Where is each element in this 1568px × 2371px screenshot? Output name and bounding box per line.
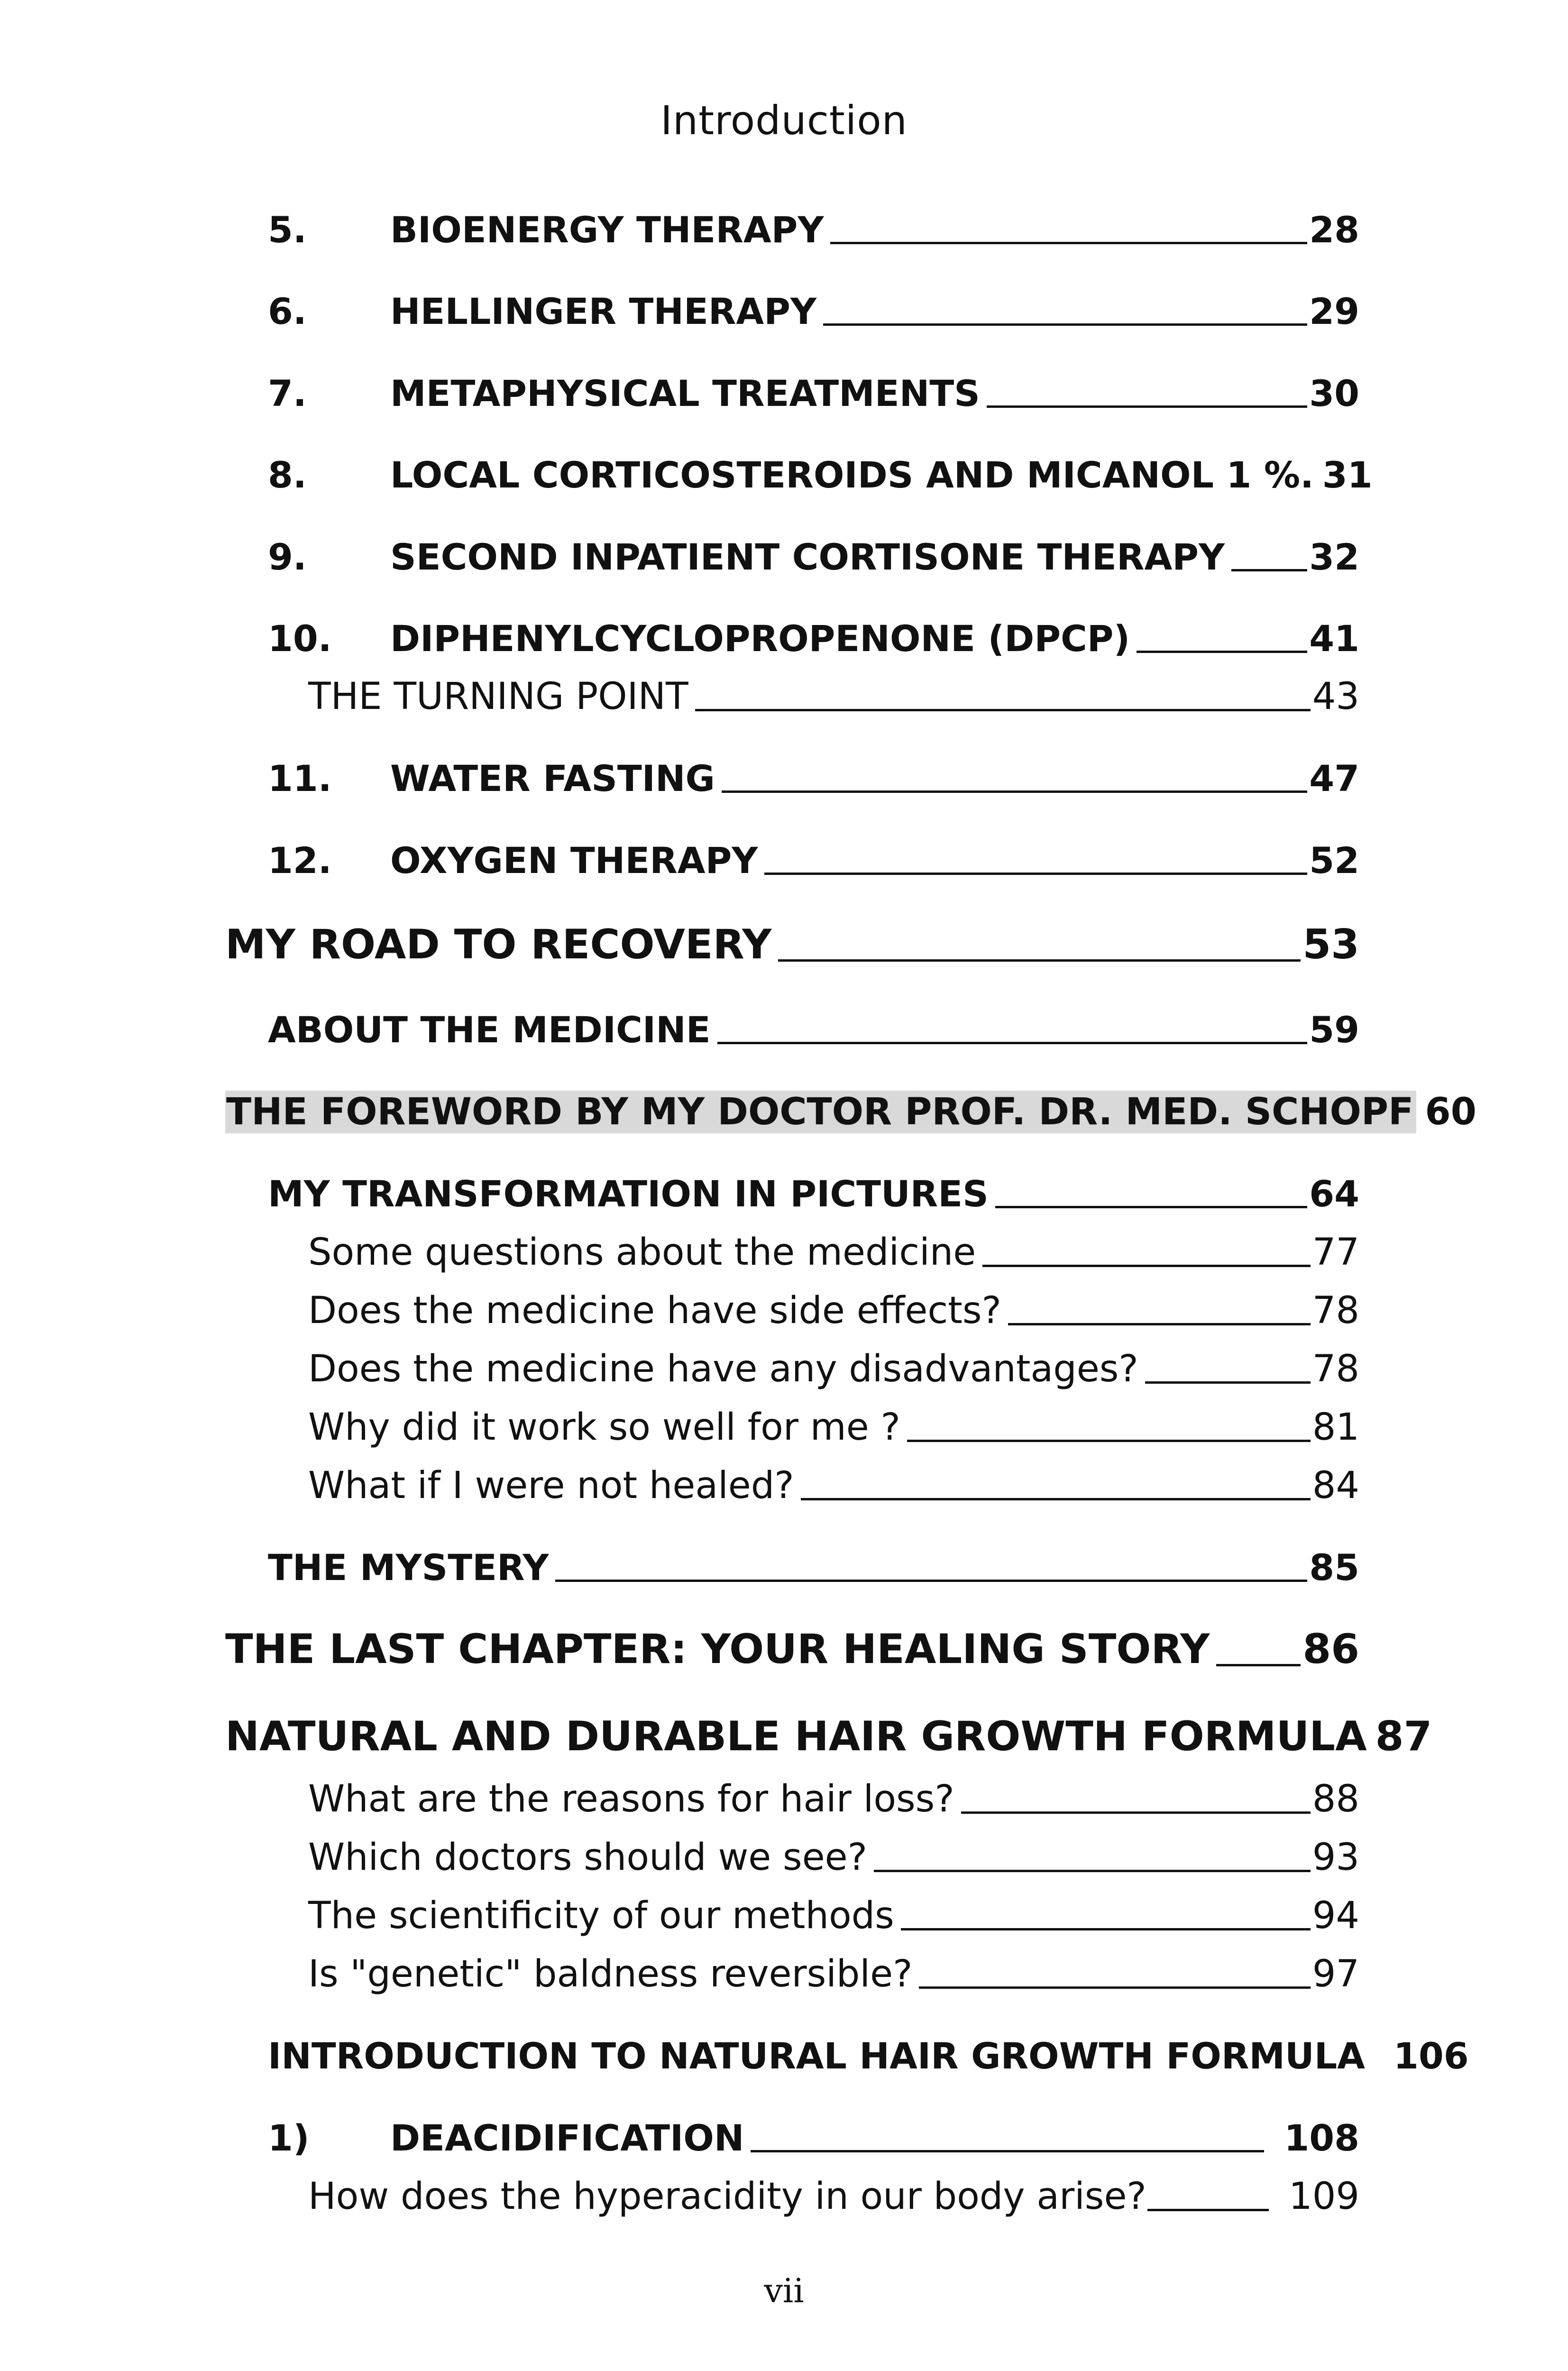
toc-entry-second-inpatient-cortisone[interactable]: [268, 536, 1359, 578]
entry-title: Which doctors should we see?: [308, 1836, 868, 1879]
toc-entry-some-questions[interactable]: [308, 1231, 1359, 1274]
running-head: Introduction: [660, 97, 908, 144]
entry-title: MY ROAD TO RECOVERY: [225, 921, 772, 968]
entry-title: THE TURNING POINT: [308, 675, 688, 718]
page-number: 29: [1309, 290, 1359, 332]
toc-entry-disadvantages[interactable]: [308, 1348, 1359, 1390]
dot-leader: [919, 1986, 1310, 1989]
page-number: 28: [1309, 209, 1359, 251]
toc-entry-oxygen-therapy[interactable]: [268, 839, 1359, 882]
dot-leader: [764, 873, 1307, 875]
page-number: 59: [1309, 1009, 1359, 1051]
entry-number: 6.: [268, 290, 307, 332]
entry-title: SECOND INPATIENT CORTISONE THERAPY: [390, 536, 1225, 578]
dot-leader: [1145, 1381, 1311, 1384]
toc-entry-metaphysical-treatments[interactable]: [268, 372, 1359, 414]
page-number: 53: [1302, 921, 1359, 968]
dot-leader: [778, 959, 1301, 962]
dot-leader: [555, 1580, 1307, 1582]
dot-leader: [987, 405, 1307, 408]
page-number: 94: [1312, 1894, 1359, 1937]
toc-entry-reasons-hair-loss[interactable]: [308, 1778, 1359, 1820]
page-number: 41: [1309, 617, 1359, 660]
page-number: 87: [1375, 1713, 1432, 1760]
entry-title: METAPHYSICAL TREATMENTS: [390, 372, 980, 414]
page-number: 86: [1302, 1626, 1359, 1673]
toc-entry-bioenergy-therapy[interactable]: [268, 209, 1359, 251]
entry-number: 1): [268, 2117, 310, 2159]
page-number: 31: [1322, 454, 1373, 496]
toc-entry-natural-hair-growth[interactable]: [225, 1713, 1432, 1760]
toc-entry-hyperacidity[interactable]: [308, 2175, 1359, 2218]
toc-entry-foreword[interactable]: [225, 1091, 1476, 1133]
entry-title: THE MYSTERY: [268, 1546, 549, 1589]
dot-leader: [901, 1928, 1311, 1930]
toc-entry-dpcp[interactable]: [268, 617, 1359, 660]
toc-entry-water-fasting[interactable]: [268, 757, 1359, 800]
entry-title: WATER FASTING: [390, 757, 715, 800]
page-number: 93: [1312, 1836, 1359, 1879]
dot-leader: [1216, 1664, 1301, 1666]
toc-entry-my-road-to-recovery[interactable]: [225, 921, 1359, 968]
entry-title: NATURAL AND DURABLE HAIR GROWTH FORMULA: [225, 1713, 1367, 1760]
entry-number: 7.: [268, 372, 307, 414]
entry-title: BIOENERGY THERAPY: [390, 209, 824, 251]
entry-title: DIPHENYLCYCLOPROPENONE (DPCP): [390, 617, 1130, 660]
dot-leader: [751, 2150, 1264, 2152]
toc-entry-my-transformation[interactable]: [268, 1173, 1359, 1215]
toc-entry-deacidification[interactable]: [268, 2117, 1359, 2159]
entry-number: 8.: [268, 454, 307, 496]
page-number: 108: [1284, 2117, 1359, 2159]
page-number: 84: [1312, 1464, 1359, 1507]
entry-title: What if I were not healed?: [308, 1464, 794, 1507]
toc-entry-intro-hair-growth[interactable]: [268, 2035, 1469, 2077]
dot-leader: [823, 323, 1307, 326]
dot-leader: [874, 1870, 1311, 1872]
dot-leader: [801, 1498, 1311, 1500]
page-number: 97: [1312, 1953, 1359, 1995]
page-number: 32: [1309, 536, 1359, 578]
toc-entry-why-did-it-work[interactable]: [308, 1406, 1359, 1449]
entry-number: 10.: [268, 617, 332, 660]
toc-entry-genetic-baldness[interactable]: [308, 1953, 1359, 1995]
entry-title: Does the medicine have side effects?: [308, 1289, 1001, 1332]
entry-number: 12.: [268, 839, 332, 882]
page-number: 64: [1309, 1173, 1359, 1215]
dot-leader: [961, 1811, 1311, 1814]
page-number: 47: [1309, 757, 1359, 800]
entry-title: OXYGEN THERAPY: [390, 839, 758, 882]
entry-title: Why did it work so well for me ?: [308, 1406, 900, 1449]
entry-title: Does the medicine have any disadvantages?: [308, 1348, 1138, 1390]
dot-leader: [1008, 1323, 1311, 1325]
page-number: 30: [1309, 372, 1359, 414]
toc-entry-the-mystery[interactable]: [268, 1546, 1359, 1589]
page-number: 81: [1312, 1406, 1359, 1449]
page-number: 88: [1312, 1778, 1359, 1820]
entry-title: DEACIDIFICATION: [390, 2117, 744, 2159]
toc-entry-turning-point[interactable]: [308, 675, 1359, 718]
page-number: 77: [1312, 1231, 1359, 1274]
dot-leader: [907, 1440, 1311, 1442]
page-number: 52: [1309, 839, 1359, 882]
entry-title: INTRODUCTION TO NATURAL HAIR GROWTH FORMULA: [268, 2035, 1365, 2077]
page-number: 78: [1312, 1348, 1359, 1390]
entry-title: LOCAL CORTICOSTEROIDS AND MICANOL 1 %.: [390, 454, 1314, 496]
toc-entry-scientificity[interactable]: [308, 1894, 1359, 1937]
dot-leader: [1137, 651, 1307, 653]
dot-leader: [722, 790, 1307, 793]
entry-title: What are the reasons for hair loss?: [308, 1778, 954, 1820]
entry-title: Is "genetic" baldness reversible?: [308, 1953, 913, 1995]
page-number: 85: [1309, 1546, 1359, 1589]
toc-entry-side-effects[interactable]: [308, 1289, 1359, 1332]
entry-title: The scientificity of our methods: [308, 1894, 894, 1937]
entry-number: 11.: [268, 757, 332, 800]
page-number: 109: [1289, 2175, 1359, 2218]
entry-title-highlighted: THE FOREWORD BY MY DOCTOR PROF. DR. MED. SCHOPF: [225, 1091, 1416, 1133]
entry-title: HELLINGER THERAPY: [390, 290, 816, 332]
dot-leader: [695, 709, 1311, 711]
toc-entry-local-corticosteroids[interactable]: [268, 454, 1373, 496]
page-number: 106: [1394, 2035, 1469, 2077]
entry-number: 5.: [268, 209, 307, 251]
page-number: 43: [1312, 675, 1359, 718]
dot-leader: [1147, 2209, 1269, 2211]
entry-title: How does the hyperacidity in our body arise?: [308, 2175, 1146, 2218]
dot-leader: [1231, 569, 1307, 571]
entry-number: 9.: [268, 536, 307, 578]
dot-leader: [717, 1042, 1308, 1044]
toc-entry-last-chapter[interactable]: [225, 1626, 1359, 1673]
dot-leader: [982, 1265, 1311, 1267]
toc-entry-about-the-medicine[interactable]: [268, 1009, 1359, 1051]
dot-leader: [830, 242, 1307, 244]
entry-title: THE LAST CHAPTER: YOUR HEALING STORY: [225, 1626, 1210, 1673]
entry-title: ABOUT THE MEDICINE: [268, 1009, 711, 1051]
page-folio: vii: [764, 2271, 804, 2310]
page-number: 60: [1425, 1091, 1476, 1133]
toc-entry-which-doctors[interactable]: [308, 1836, 1359, 1879]
entry-title: Some questions about the medicine: [308, 1231, 976, 1274]
entry-title: MY TRANSFORMATION IN PICTURES: [268, 1173, 989, 1215]
page-number: 78: [1312, 1289, 1359, 1332]
dot-leader: [995, 1206, 1307, 1208]
toc-entry-hellinger-therapy[interactable]: [268, 290, 1359, 332]
toc-entry-not-healed[interactable]: [308, 1464, 1359, 1507]
